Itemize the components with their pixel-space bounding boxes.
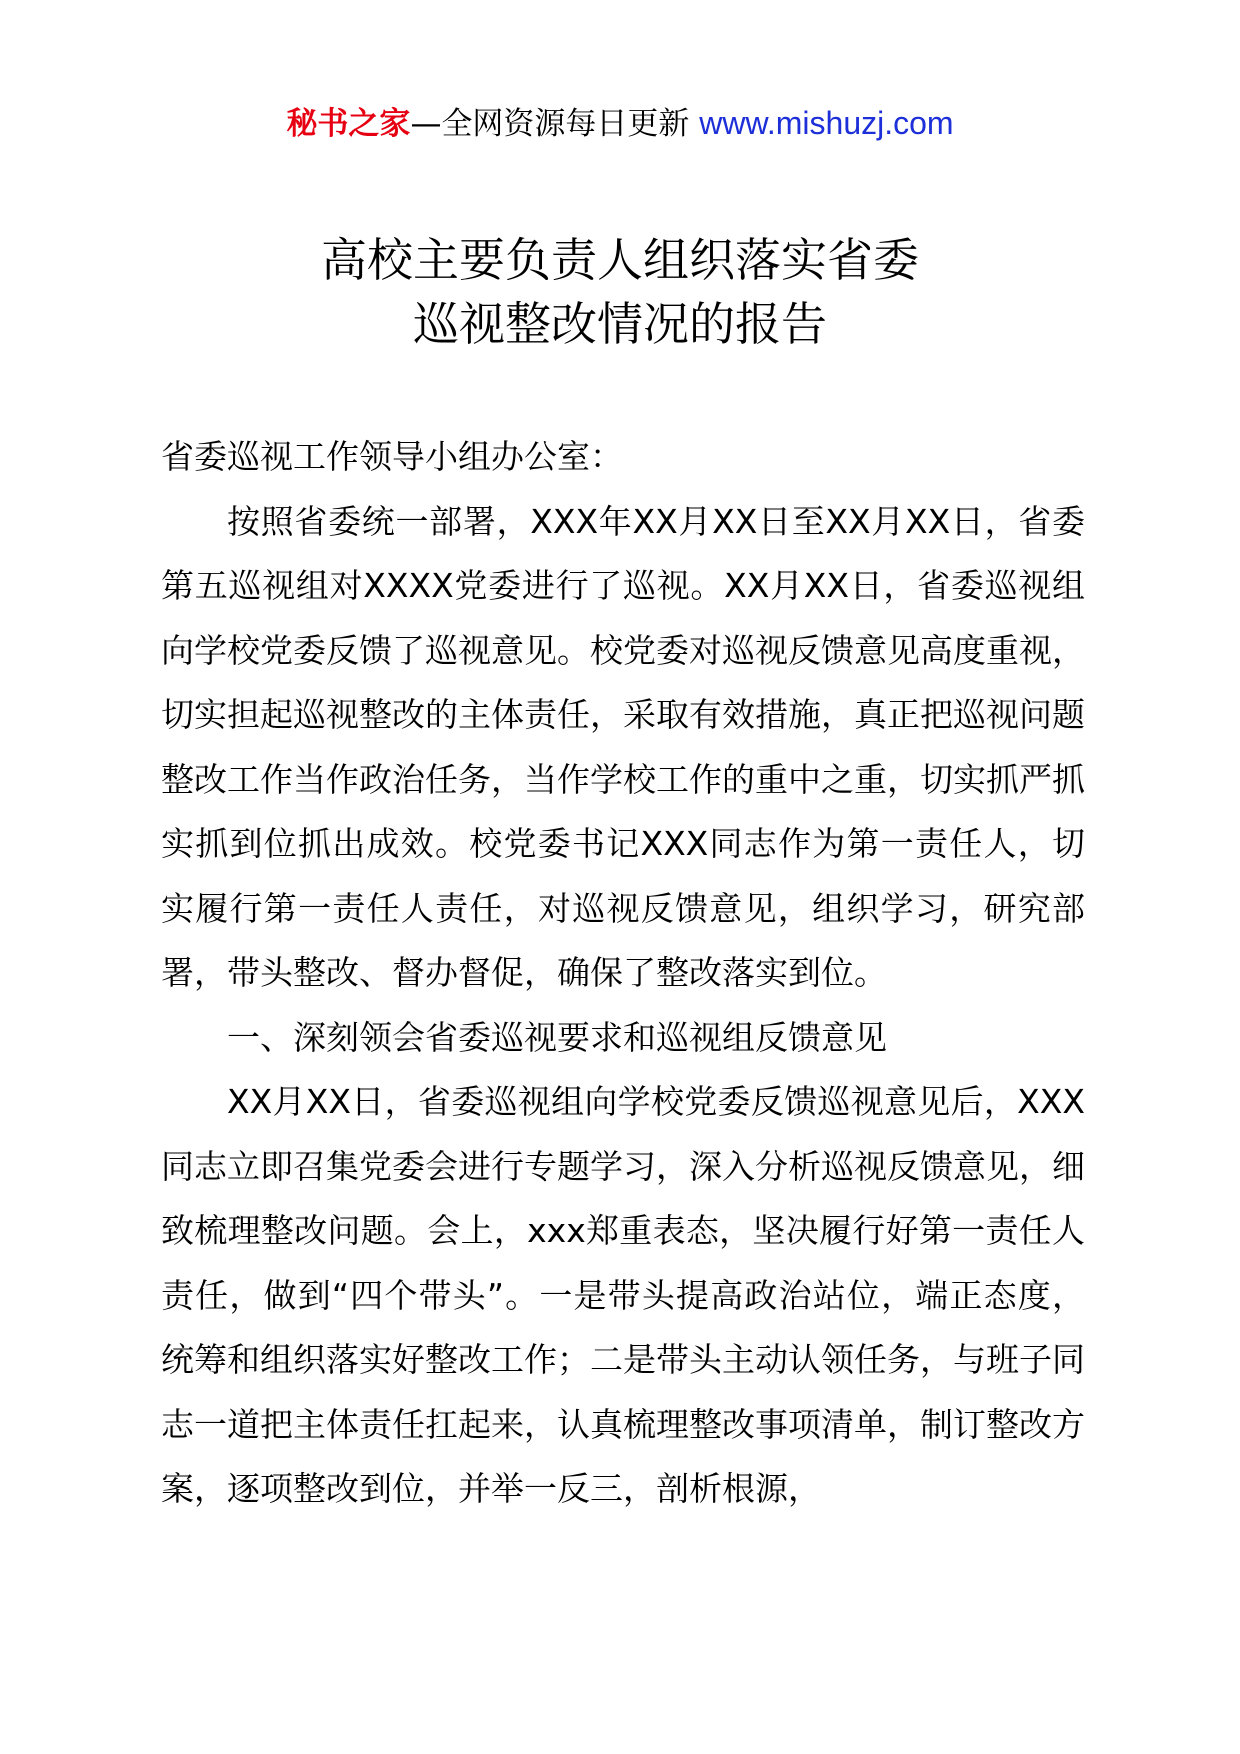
- site-brand: 秘书之家: [286, 106, 411, 142]
- document-body: [161, 425, 1085, 1522]
- salutation: 省委巡视工作领导小组办公室：: [161, 437, 623, 476]
- paragraph-section-1: XX月XX日，省委巡视组向学校党委反馈巡视意见后，XXX同志立即召集党委会进行专题学习，深入分析巡视反馈意见，细致梳理整改问题。会上，xxx郑重表态，坚决履行好第一责任人责任，做到“四个带头”。一是带头提高政治站位，端正态度，统筹和组织落实好整改工作；二是带头主动认领任务，与班子同志一道把主体责任扛起来，认真梳理整改事项清单，制订整改方案，逐项整改到位，并举一反三，剖析根源，: [161, 1082, 1085, 1508]
- paragraph-intro: 按照省委统一部署，XXX年XX月XX日至XX月XX日，省委第五巡视组对XXXX党委进行了巡视。XX月XX日，省委巡视组向学校党委反馈了巡视意见。校党委对巡视反馈意见高度重视，切实担起巡视整改的主体责任，采取有效措施，真正把巡视问题整改工作当作政治任务，当作学校工作的重中之重，切实抓严抓实抓到位抓出成效。校党委书记XXX同志作为第一责任人，切实履行第一责任人责任，对巡视反馈意见，组织学习，研究部署，带头整改、督办督促，确保了整改落实到位。: [161, 501, 1085, 992]
- section-heading-1: 一、深刻领会省委巡视要求和巡视组反馈意见: [227, 1017, 887, 1057]
- site-header: [0, 98, 1240, 149]
- document-title-line-2: 巡视整改情况的报告: [413, 297, 827, 351]
- document-title: [0, 228, 1240, 356]
- site-url-link[interactable]: www.mishuzj.com: [699, 105, 954, 141]
- site-tagline: —全网资源每日更新: [410, 106, 690, 142]
- document-title-line-1: 高校主要负责人组织落实省委: [321, 233, 919, 287]
